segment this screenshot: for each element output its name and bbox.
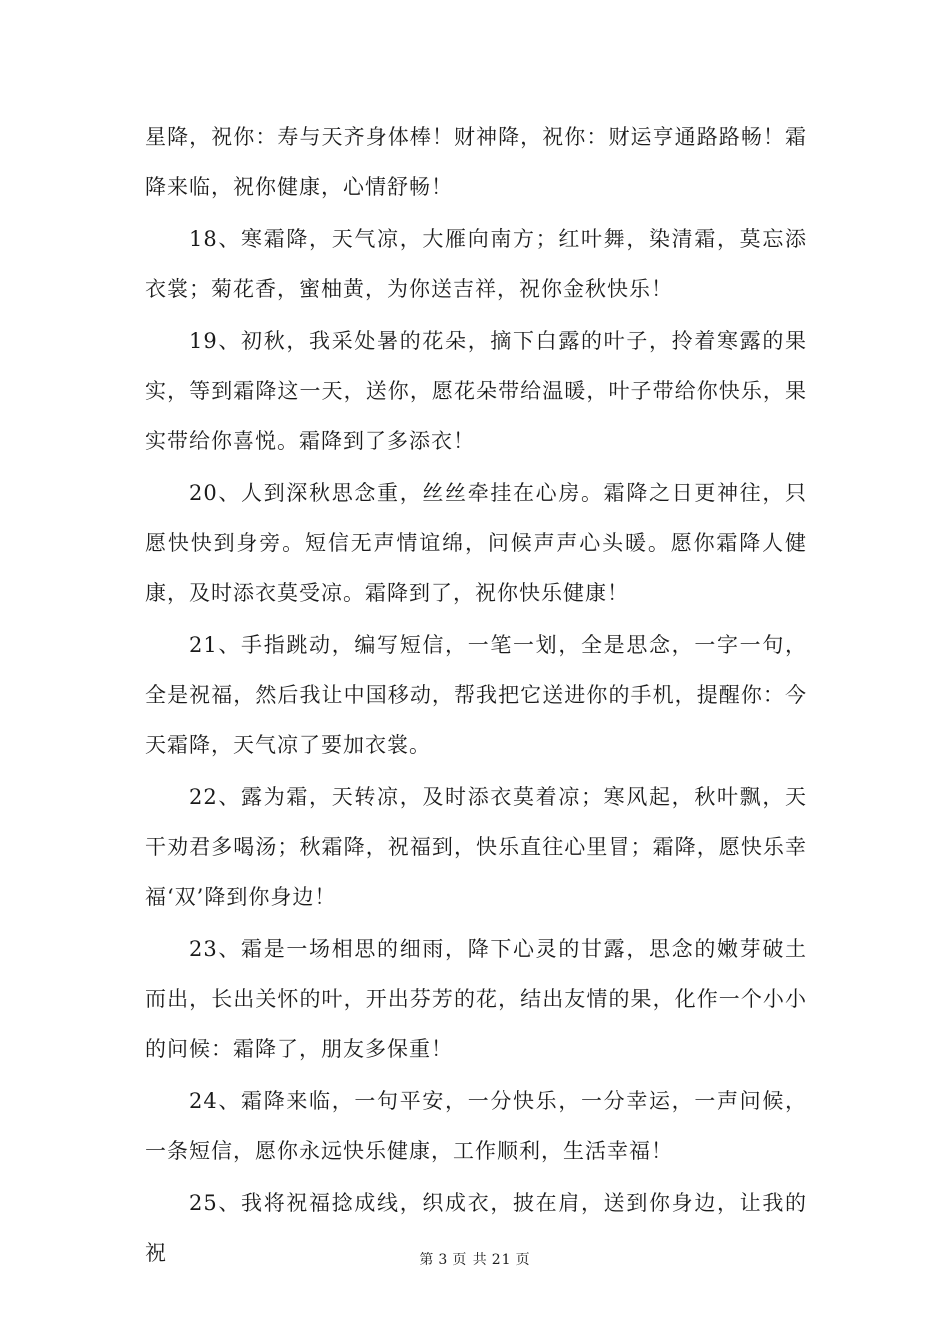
paragraph-19: 19、初秋，我采处暑的花朵，摘下白露的叶子，拎着寒露的果实，等到霜降这一天，送你，愿花朵带给温暖，叶子带给你快乐，果实带给你喜悦。霜降到了多添衣！ bbox=[145, 329, 807, 453]
paragraph-1: 星降，祝你：寿与天齐身体棒！财神降，祝你：财运亨通路路畅！霜降来临，祝你健康，心情舒畅！ bbox=[145, 125, 807, 199]
footer-suffix: 页 bbox=[515, 1252, 531, 1268]
paragraph-18: 18、寒霜降，天气凉，大雁向南方；红叶舞，染清霜，莫忘添衣裳；菊花香，蜜柚黄，为你送吉祥，祝你金秋快乐！ bbox=[145, 227, 807, 301]
footer-middle: 页 共 bbox=[452, 1252, 488, 1268]
footer-page-number: 3 bbox=[438, 1252, 449, 1268]
document-body bbox=[145, 112, 807, 1280]
paragraph-24: 24、霜降来临，一句平安，一分快乐，一分幸运，一声问候，一条短信，愿你永远快乐健康，工作顺利，生活幸福！ bbox=[145, 1089, 807, 1163]
paragraph-20: 20、人到深秋思念重，丝丝牵挂在心房。霜降之日更神往，只愿快快到身旁。短信无声情谊绵，问候声声心头暖。愿你霜降人健康，及时添衣莫受凉。霜降到了，祝你快乐健康！ bbox=[145, 481, 807, 605]
page-footer bbox=[0, 1250, 950, 1270]
paragraph-21: 21、手指跳动，编写短信，一笔一划，全是思念，一字一句，全是祝福，然后我让中国移动，帮我把它送进你的手机，提醒你：今天霜降，天气凉了要加衣裳。 bbox=[145, 633, 807, 757]
paragraph-25: 25、我将祝福捻成线，织成衣，披在肩，送到你身边，让我的祝 bbox=[145, 1191, 807, 1265]
paragraph-23: 23、霜是一场相思的细雨，降下心灵的甘露，思念的嫩芽破土而出，长出关怀的叶，开出芬芳的花，结出友情的果，化作一个小小的问候：霜降了，朋友多保重！ bbox=[145, 937, 807, 1061]
paragraph-22: 22、露为霜，天转凉，及时添衣莫着凉；寒风起，秋叶飘，天干劝君多喝汤；秋霜降，祝福到，快乐直往心里冒；霜降，愿快乐幸福‘双’降到你身边！ bbox=[145, 785, 807, 909]
footer-total-pages: 21 bbox=[491, 1252, 512, 1268]
footer-prefix: 第 bbox=[419, 1252, 435, 1268]
